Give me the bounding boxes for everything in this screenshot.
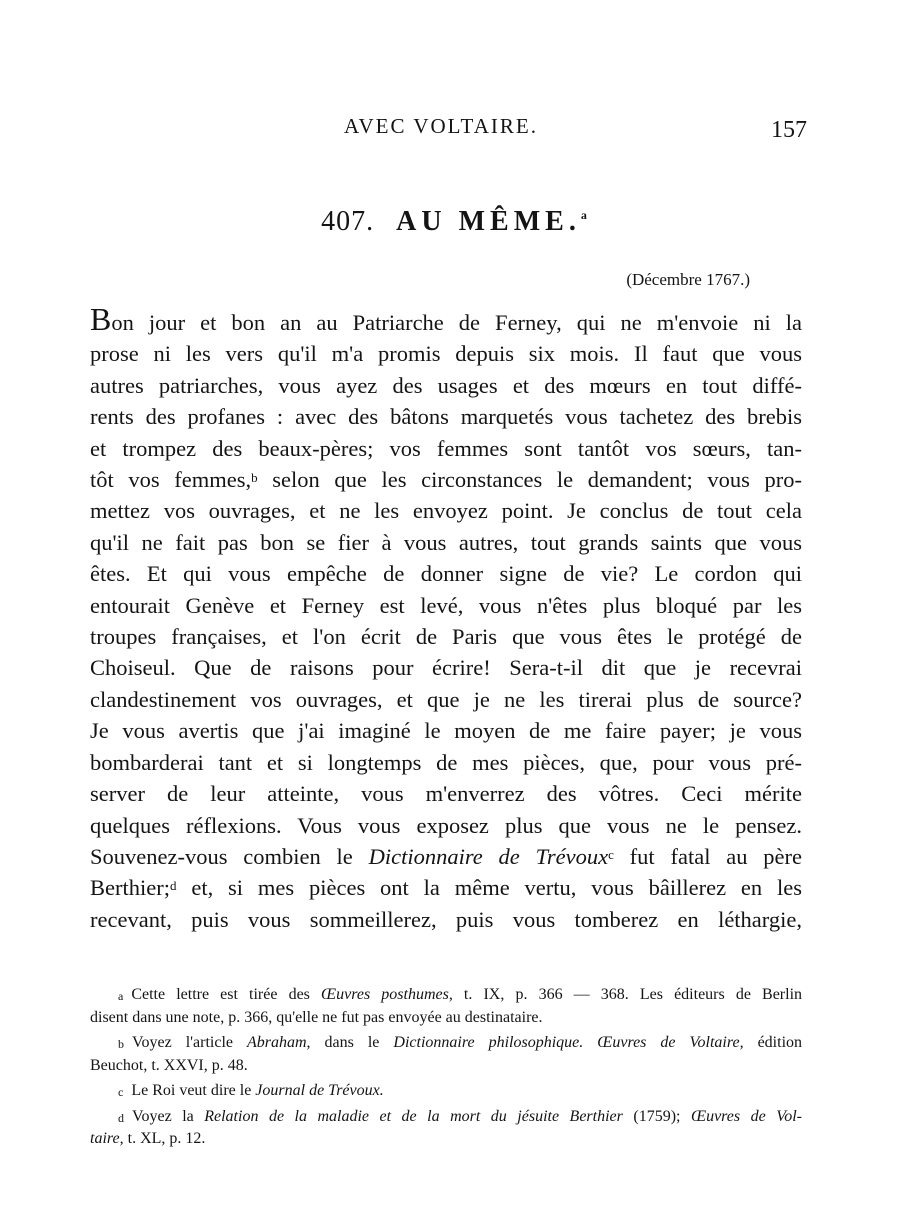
- body-line: [90, 495, 802, 526]
- body-text-run: server de leur atteinte, vous m'enverrez des vôtres. Ceci mérite: [90, 781, 802, 807]
- body-text-run: bombarderai tant et si longtemps de mes pièces, que, pour vous pré-: [90, 749, 802, 775]
- body-line: [90, 401, 802, 432]
- body-text-run: rents des profanes : avec des bâtons marquetés vous tachetez des brebis: [90, 404, 802, 430]
- italic-title: Dictionnaire de Trévoux: [368, 843, 609, 869]
- body-text-run: tôt vos femmes,: [90, 467, 252, 493]
- drop-cap: B: [90, 301, 112, 337]
- body-text-run: quelques réflexions. Vous vous exposez plus que vous ne le pensez.: [90, 812, 802, 838]
- footnote-text-run: Le Roi veut dire le: [131, 1082, 256, 1099]
- footnote-spacer: [90, 1151, 802, 1154]
- body-text-run: autres patriarches, vous ayez des usages et des mœurs en tout diffé-: [90, 372, 802, 398]
- footnote-text-run: disent dans une note, p. 366, qu'elle ne fut pas envoyée au destinataire.: [90, 1008, 543, 1026]
- footnote-line: [90, 984, 802, 1007]
- footnote-italic-title: Œuvres posthumes: [321, 986, 449, 1003]
- body-text-run: et, si mes pièces ont la même vertu, vous bâillerez en les: [176, 875, 802, 901]
- body-text-run: recevant, puis vous sommeillerez, puis vous tomberez en léthargie,: [90, 906, 802, 932]
- letter-number: 407.: [321, 206, 375, 237]
- footnote: [90, 1080, 802, 1103]
- running-title: AVEC VOLTAIRE.: [344, 114, 538, 138]
- footnote-line: [90, 1128, 802, 1151]
- footnote-line: [90, 1007, 802, 1030]
- body-line: [90, 684, 802, 715]
- page-number: 157: [771, 117, 807, 143]
- body-text-run: Choiseul. Que de raisons pour écrire! Sera-t-il dit que je recevrai: [90, 655, 802, 681]
- body-line: [90, 558, 802, 589]
- body-text-run: qu'il ne fait pas bon se fier à vous autres, tout grands saints que vous: [90, 529, 802, 555]
- footnote-mark: a: [118, 989, 124, 1003]
- body-text-run: selon que les circonstances le demandent; vous pro-: [257, 467, 803, 493]
- footnote-mark: c: [118, 1085, 124, 1099]
- body-line: [90, 338, 802, 369]
- footnote-text-run: Voyez la: [132, 1107, 205, 1125]
- letter-heading: [0, 206, 900, 238]
- note-reference: b: [251, 470, 258, 486]
- footnote-line: [90, 1080, 802, 1103]
- note-reference: d: [169, 878, 177, 894]
- footnote-text-run: édition: [743, 1034, 803, 1051]
- body-text-run: on jour et bon an au Patriarche de Ferney, qui ne m'envoie ni la: [111, 310, 802, 335]
- letter-note-mark: a: [580, 208, 587, 222]
- body-line: [90, 464, 802, 495]
- footnote-text-run: , t. IX, p. 366 — 368. Les éditeurs de Berlin: [448, 986, 803, 1003]
- body-text-run: troupes françaises, et l'on écrit de Paris que vous êtes le protégé de: [90, 624, 802, 650]
- body-line: [90, 433, 802, 464]
- body-text-run: mettez vos ouvrages, et ne les envoyez point. Je conclus de tout cela: [90, 498, 802, 524]
- body-line: [90, 715, 802, 746]
- body-text-run: clandestinement vos ouvrages, et que je ne les tirerai plus de source?: [90, 686, 802, 712]
- body-text-run: et trompez des beaux-pères; vos femmes sont tantôt vos sœurs, tan-: [90, 435, 802, 461]
- footnote-text-run: Voyez l'article: [132, 1034, 247, 1051]
- body-text-run: Souvenez-vous combien le: [90, 843, 369, 869]
- footnote-italic-title: Dictionnaire philosophique. Œuvres de Voltaire,: [393, 1034, 744, 1051]
- letter-title: AU MÊME.: [396, 206, 581, 237]
- footnote-text-run: Cette lettre est tirée des: [131, 986, 321, 1003]
- footnotes: [90, 984, 802, 1154]
- footnote-text-run: Beuchot, t. XXVI, p. 48.: [90, 1056, 248, 1074]
- body-line: [90, 621, 802, 652]
- body-line: [90, 652, 802, 683]
- footnote-text-run: (1759);: [622, 1107, 691, 1125]
- footnote-line: [90, 1055, 802, 1078]
- footnote-text-run: , dans le: [306, 1034, 394, 1051]
- footnote: [90, 1106, 802, 1151]
- body-text-run: Berthier;: [90, 875, 170, 901]
- footnote-mark: d: [118, 1110, 124, 1125]
- body-text-run: entourait Genève et Ferney est levé, vous n'êtes plus bloqué par les: [90, 592, 802, 618]
- footnote-line: [90, 1106, 802, 1129]
- footnote-italic-title: Relation de la maladie et de la mort du jésuite Berthier: [204, 1107, 623, 1125]
- footnote-italic-title: Œuvres de Vol-: [690, 1107, 802, 1125]
- running-head: [0, 114, 900, 144]
- body-line: [90, 778, 802, 809]
- body-text-run: prose ni les vers qu'il m'a promis depuis six mois. Il faut que vous: [90, 341, 802, 367]
- body-line: [90, 747, 802, 778]
- body-line: [90, 370, 802, 401]
- footnote-mark: b: [118, 1037, 124, 1051]
- body-text-run: Je vous avertis que j'ai imaginé le moyen de me faire payer; je vous: [90, 718, 802, 744]
- note-reference: c: [608, 846, 614, 862]
- footnote-italic-title: Abraham: [246, 1034, 307, 1051]
- body-line: [90, 810, 802, 841]
- body-line: [90, 590, 802, 621]
- body-line: [90, 301, 802, 338]
- letter-body: [90, 301, 803, 935]
- body-line: [90, 527, 802, 558]
- body-line: [90, 872, 802, 903]
- footnote: [90, 984, 802, 1029]
- footnote-italic-title: Journal de Trévoux.: [255, 1082, 384, 1099]
- footnote-text-run: t. XL, p. 12.: [123, 1130, 206, 1147]
- body-line: [90, 904, 802, 935]
- body-text-run: êtes. Et qui vous empêche de donner signe de vie? Le cordon qui: [90, 561, 802, 587]
- footnote-line: [90, 1032, 802, 1055]
- footnote-italic-title: taire,: [90, 1130, 124, 1147]
- body-text-run: fut fatal au père: [613, 843, 803, 869]
- body-line: [90, 841, 802, 872]
- footnote: [90, 1032, 802, 1077]
- letter-date: (Décembre 1767.): [626, 270, 750, 289]
